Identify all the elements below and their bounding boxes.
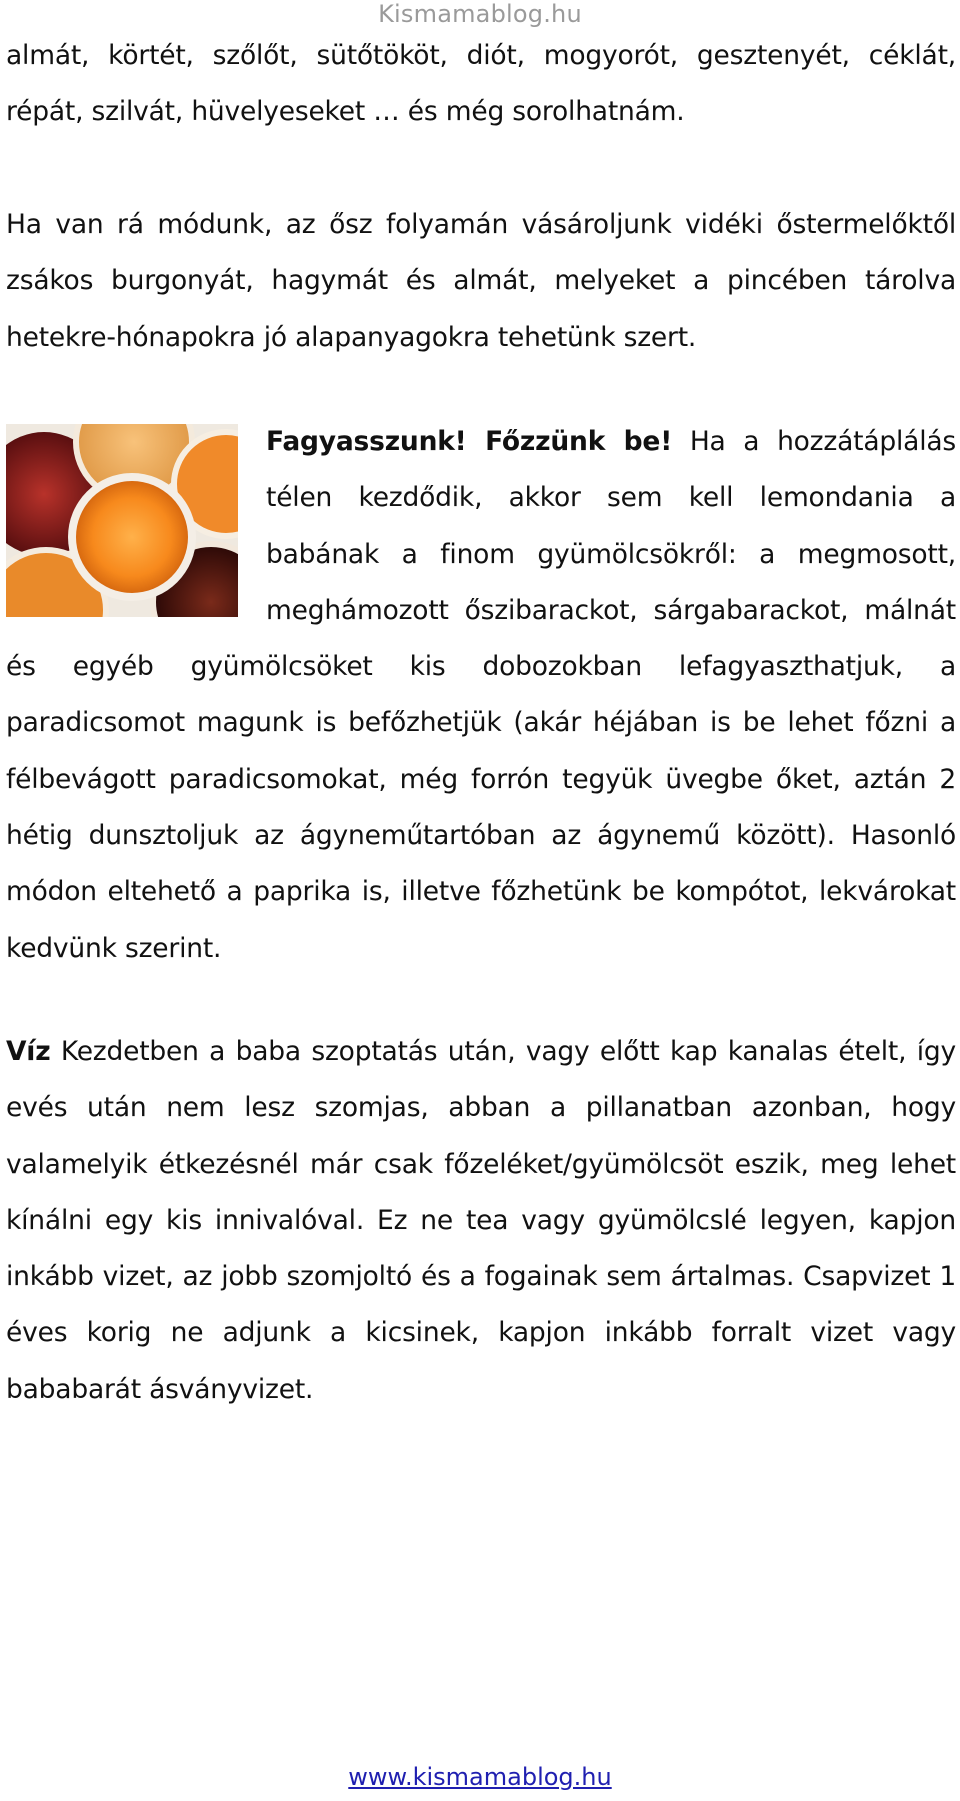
paragraph-preserves-heading: Fagyasszunk! Főzzünk be! bbox=[266, 426, 673, 457]
paragraph-autumn-shopping: Ha van rá módunk, az ősz folyamán vásároljunk vidéki őstermelőktől zsákos burgonyát, hagymát és almát, melyeket a pincében tárolva hetekre-hónapokra jó alapanyagokra tehetünk szert. bbox=[6, 209, 956, 353]
paragraph-water-heading: Víz bbox=[6, 1036, 51, 1067]
paragraph-produce-list: almát, körtét, szőlőt, sütőtököt, diót, mogyorót, gesztenyét, céklát, répát, szilvát, hüvelyeseket … és még sorolhatnám. bbox=[6, 40, 956, 128]
paragraph-water bbox=[6, 1024, 956, 1418]
preserves-jars-image bbox=[6, 424, 238, 617]
paragraph-preserves bbox=[6, 414, 956, 977]
paragraph-water-text: Kezdetben a baba szoptatás után, vagy előtt kap kanalas ételt, így evés után nem lesz szomjas, abban a pillanatban azonban, hogy valamelyik étkezésnél már csak főzeléket/gyümölcsöt eszik, meg lehet kínálni egy kis innivalóval. Ez ne tea vagy gyümölcslé legyen, kapjon inkább vizet, az jobb szomjoltó és a fogainak sem ártalmas. Csapvizet 1 éves korig ne adjunk a kicsinek, kapjon inkább forralt vizet vagy bababarát ásványvizet. bbox=[6, 1036, 956, 1405]
paragraph-preserves-text: Ha a hozzátáplálás télen kezdődik, akkor sem kell lemondania a babának a finom gyümölcsökről: a megmosott, meghámozott őszibarackot, sárgabarackot, málnát és egyéb gyümölcsöket kis dobozokban lefagyaszthatjuk, a paradicsomot magunk is befőzhetjük (akár héjában is be lehet főzni a félbevágott paradicsomokat, még forrón tegyük üvegbe őket, aztán 2 hétig dunsztoljuk az ágyneműtartóban az ágynemű között). Hasonló módon eltehető a paprika is, illetve főzhetünk be kompótot, lekvárokat kedvünk szerint. bbox=[6, 426, 956, 964]
site-footer bbox=[0, 1763, 960, 1791]
site-header: Kismamablog.hu bbox=[378, 0, 582, 28]
site-link[interactable]: www.kismamablog.hu bbox=[348, 1763, 612, 1791]
